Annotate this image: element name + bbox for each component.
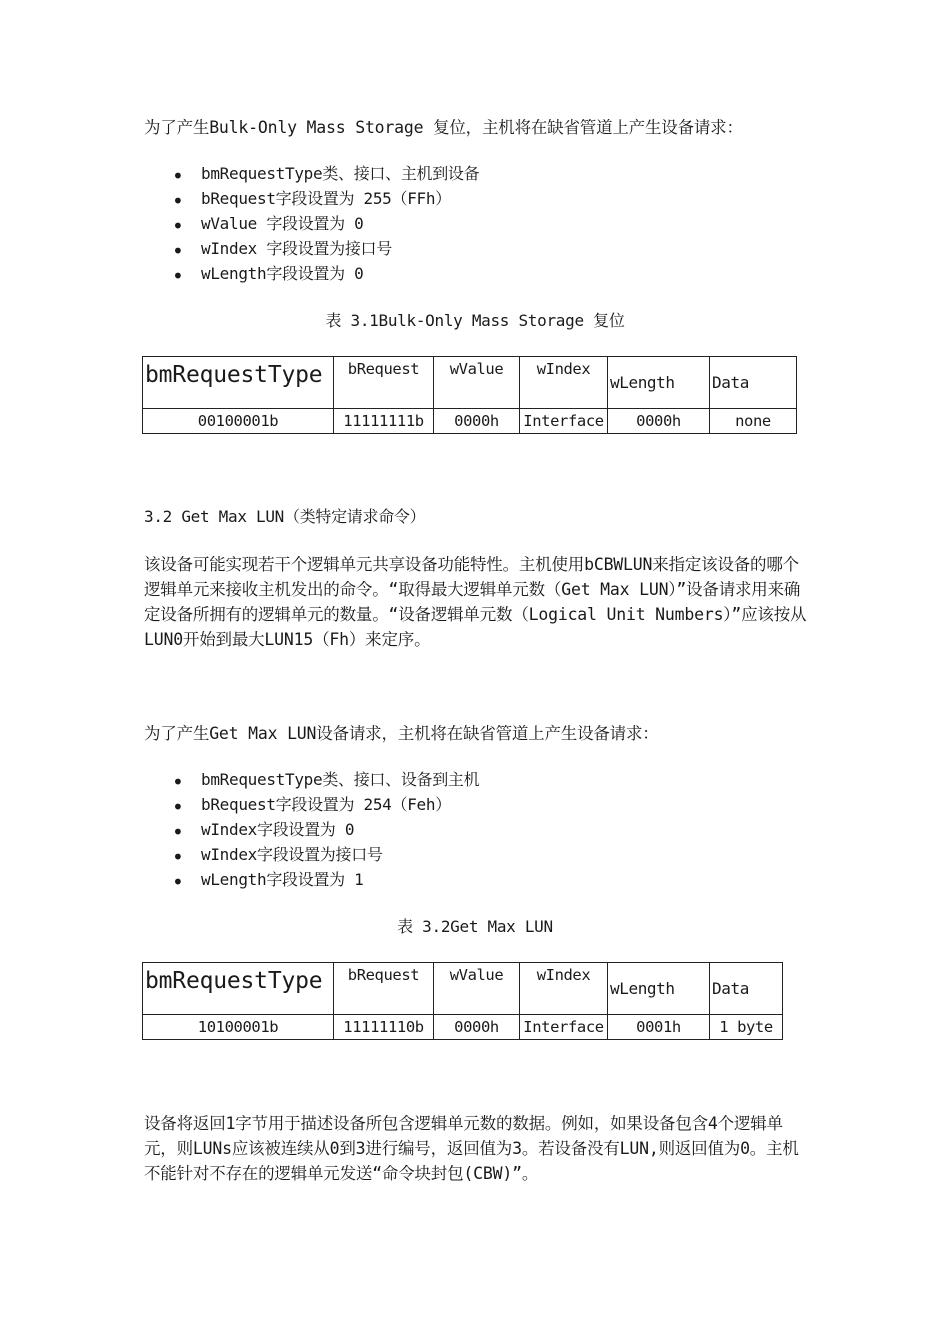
table-caption-get-max-lun: 表 3.2Get Max LUN [397,917,553,936]
list-item: • wLength字段设置为 0 [172,264,364,288]
header-cell: Data [710,963,783,1015]
list-item: • wIndex 字段设置为接口号 [172,239,392,263]
table-cell: Interface [520,1015,608,1040]
bullet-icon: • [172,870,184,894]
header-cell: bmRequestType [143,963,334,1015]
table-cell: 0000h [608,409,710,434]
bullet-icon: • [172,770,184,794]
bullet-icon: • [172,214,184,238]
closing-paragraph: 设备将返回1字节用于描述设备所包含逻辑单元数的数据。例如，如果设备包含4个逻辑单元，则LUNs应该被连续从0到3进行编号，返回值为3。若设备没有LUN,则返回值为0。主机不能针对不存在的逻辑单元发送“命令块封包(CBW)”。 [144,1114,799,1183]
reset-request-table [142,356,797,434]
table-row [143,409,797,434]
table-cell: Interface [520,409,608,434]
bullet-icon: • [172,845,184,869]
table-header-row [143,963,783,1015]
get-max-lun-request-list [170,767,479,892]
list-item: • wLength字段设置为 1 [172,870,364,894]
header-cell: bRequest [334,357,434,409]
list-item: • bmRequestType类、接口、设备到主机 [172,770,480,794]
get-max-lun-table [142,962,783,1040]
header-cell: wIndex [520,357,608,409]
table-cell: 10100001b [143,1015,334,1040]
reset-request-list [170,161,479,286]
list-item: • wIndex字段设置为接口号 [172,845,383,869]
header-cell: wLength [608,963,710,1015]
list-item: • bRequest字段设置为 254（Feh） [172,795,451,819]
section-heading: 3.2 Get Max LUN（类特定请求命令） [144,507,426,526]
list-item: • wIndex字段设置为 0 [172,820,355,844]
table-header-row [143,357,797,409]
bullet-icon: • [172,239,184,263]
header-cell: wValue [434,357,520,409]
bullet-icon: • [172,820,184,844]
table-cell: none [710,409,797,434]
header-cell: bRequest [334,963,434,1015]
table-row [143,1015,783,1040]
section-body-paragraph: 该设备可能实现若干个逻辑单元共享设备功能特性。主机使用bCBWLUN来指定该设备的哪个逻辑单元来接收主机发出的命令。“取得最大逻辑单元数（Get Max LUN）”设备请求用来确定设备所拥有的逻辑单元的数量。“设备逻辑单元数（Logical Unit Numbers）”应该按从LUN0开始到最大LUN15（Fh）来定序。 [144,555,807,649]
bullet-icon: • [172,189,184,213]
header-cell: wLength [608,357,710,409]
bullet-icon: • [172,264,184,288]
list-item: • bmRequestType类、接口、主机到设备 [172,164,480,188]
list-item: • bRequest字段设置为 255（FFh） [172,189,451,213]
table-cell: 0000h [434,409,520,434]
intro-paragraph-get-max-lun: 为了产生Get Max LUN设备请求，主机将在缺省管道上产生设备请求： [144,724,659,743]
table-cell: 11111111b [334,409,434,434]
table-caption-reset: 表 3.1Bulk-Only Mass Storage 复位 [325,311,625,330]
table-cell: 11111110b [334,1015,434,1040]
bullet-icon: • [172,164,184,188]
table-cell: 00100001b [143,409,334,434]
bullet-icon: • [172,795,184,819]
intro-paragraph-reset: 为了产生Bulk-Only Mass Storage 复位，主机将在缺省管道上产生设备请求： [144,118,743,137]
header-cell: bmRequestType [143,357,334,409]
table-cell: 0000h [434,1015,520,1040]
list-item: • wValue 字段设置为 0 [172,214,364,238]
table-cell: 0001h [608,1015,710,1040]
header-cell: Data [710,357,797,409]
header-cell: wValue [434,963,520,1015]
table-cell: 1 byte [710,1015,783,1040]
header-cell: wIndex [520,963,608,1015]
